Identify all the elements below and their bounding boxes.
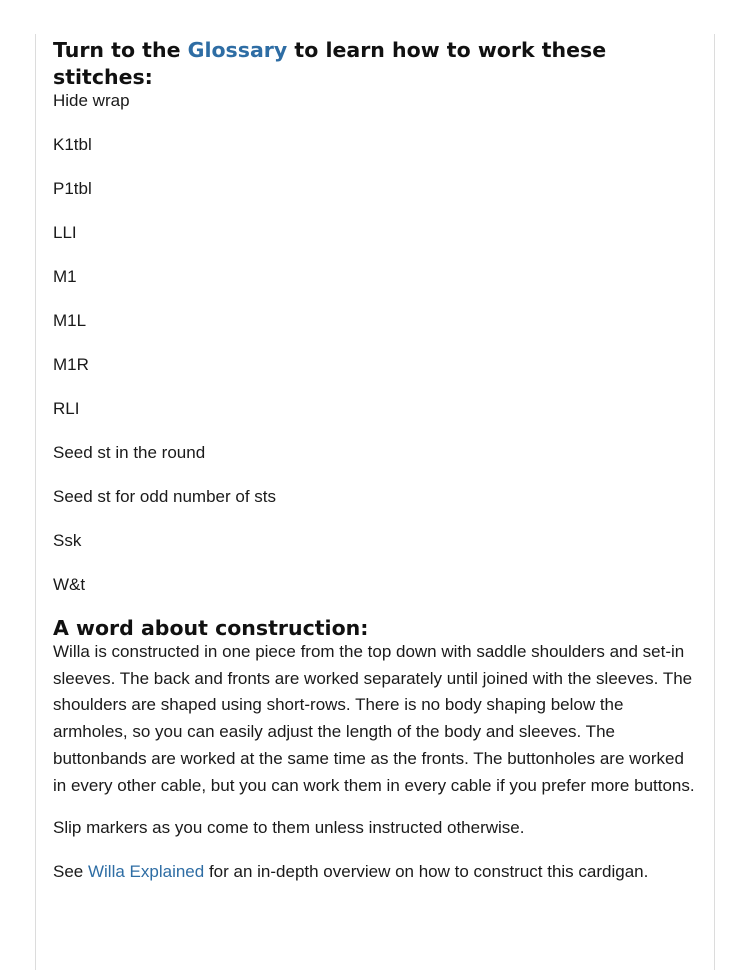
glossary-link[interactable]: Glossary bbox=[187, 38, 288, 62]
stitch-item: Hide wrap bbox=[53, 91, 130, 110]
stitch-item: P1tbl bbox=[53, 179, 92, 198]
construction-heading: A word about construction: bbox=[53, 616, 369, 640]
document-content bbox=[53, 35, 701, 886]
willa-explained-link[interactable]: Willa Explained bbox=[87, 861, 205, 881]
stitch-item: Seed st in the round bbox=[53, 443, 206, 462]
glossary-heading-prefix: Turn to the bbox=[53, 38, 188, 62]
stitch-item: Seed st for odd number of sts bbox=[53, 487, 277, 506]
stitch-item: K1tbl bbox=[53, 135, 92, 154]
willa-explained-paragraph bbox=[53, 859, 701, 886]
page-border-left bbox=[35, 34, 36, 970]
construction-paragraph: Willa is constructed in one piece from the top down with saddle shoulders and set-in sleeves. The back and fronts are worked separately until joined with the sleeves. The shoulders are shaped using short-rows. There is no body shaping below the armholes, so you can easily adjust the length of the body and sleeves. The buttonbands are worked at the same time as the fronts. The buttonholes are worked in every other cable, but you can work them in every cable if you prefer more buttons. bbox=[53, 642, 695, 795]
stitch-list bbox=[53, 91, 701, 619]
page-border-right bbox=[714, 34, 715, 970]
stitch-item: M1R bbox=[53, 355, 89, 374]
willa-explained-suffix: for an in-depth overview on how to construct this cardigan. bbox=[204, 861, 649, 881]
stitch-item: W&t bbox=[53, 575, 86, 594]
stitch-item: RLI bbox=[53, 399, 80, 418]
stitch-item: M1 bbox=[53, 267, 77, 286]
stitch-item: M1L bbox=[53, 311, 87, 330]
willa-explained-prefix: See bbox=[53, 861, 88, 881]
glossary-heading bbox=[53, 37, 701, 91]
stitch-item: Ssk bbox=[53, 531, 82, 550]
slip-markers-paragraph: Slip markers as you come to them unless instructed otherwise. bbox=[53, 818, 525, 838]
stitch-item: LLI bbox=[53, 223, 77, 242]
glossary-heading-suffix: to learn how to work these stitches: bbox=[53, 38, 607, 89]
